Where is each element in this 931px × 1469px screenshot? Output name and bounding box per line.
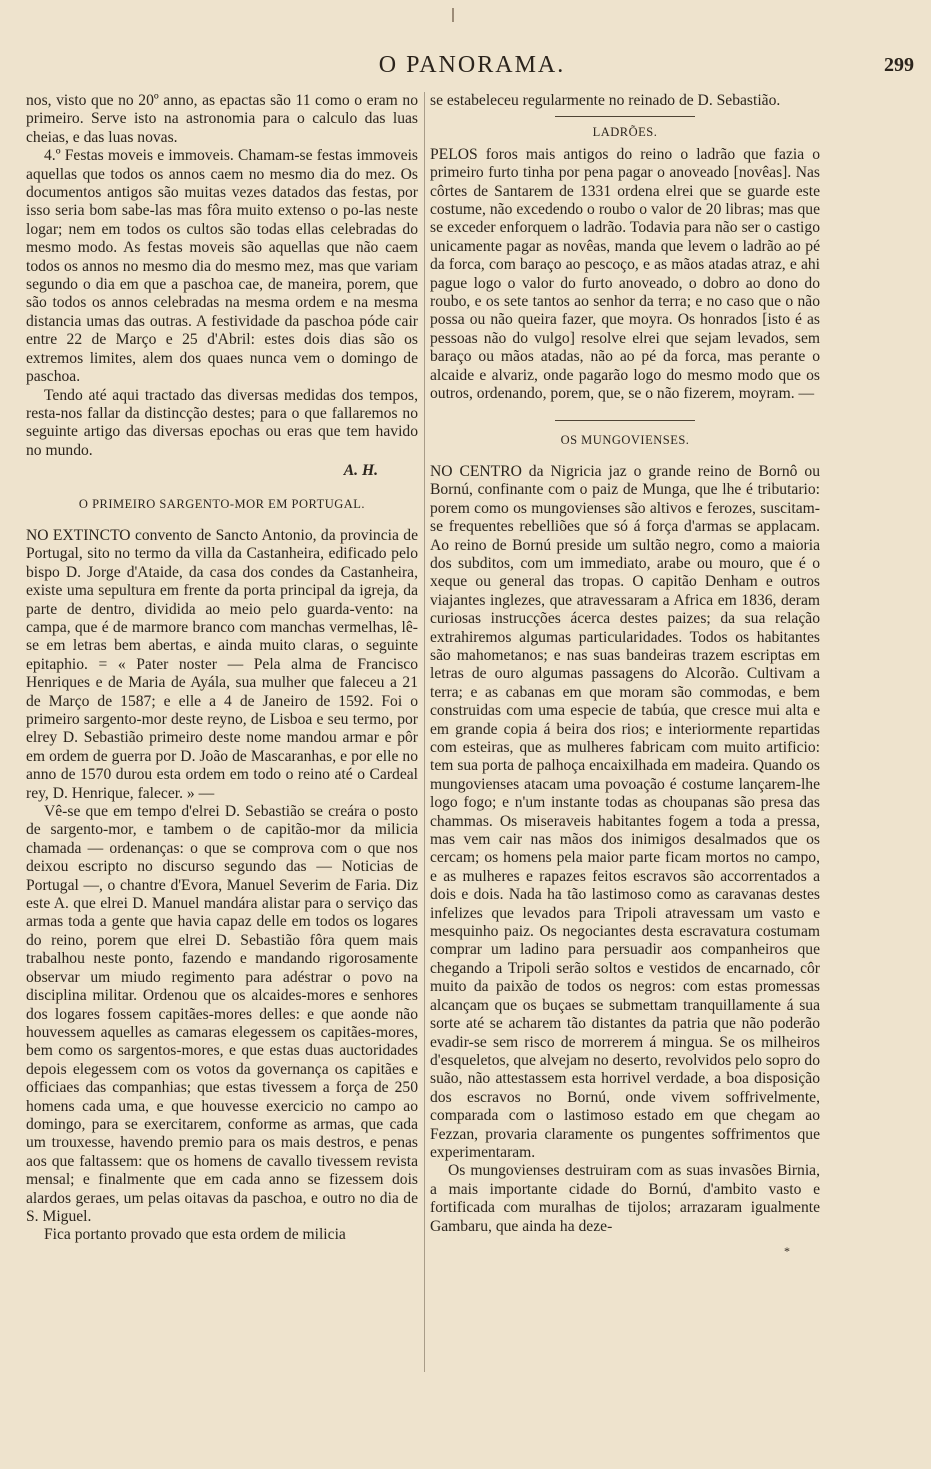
left-column: [26, 92, 418, 1245]
paragraph-epactas: nos, visto que no 20º anno, as epactas são 11 como o eram no primeiro. Serve isto na astronomia para o calculo das luas cheias, e das luas novas.: [26, 92, 418, 146]
right-column: [430, 92, 820, 1260]
section-rule: [555, 420, 695, 421]
paragraph-tempos: Tendo até aqui tractado das diversas medidas dos tempos, resta-nos fallar da distincção destes; para o que fallaremos no seguinte artigo das diversas epochas ou eras que tem havido no mundo.: [26, 386, 418, 459]
paragraph-festas: 4.º Festas moveis e immoveis. Chamam-se festas immoveis aquellas que todos os annos caem no mesmo dia do mez. Os documentos antigos são muitas vezes datados das festas, por isso seria bom sabe-las mas fôra muito extenso o po-las neste logar; nem em todos os cultos são todas ellas celebradas do mesmo modo. As festas moveis são aquellas que não caem todos os annos no mesmo dia do mesmo mez, mas que variam segundo o dia em que a paschoa cae, de maneira, porem, que são todos os annos celebradas na mesma ordem e na mesma distancia umas das outras. A festividade da paschoa póde cair entre 22 de Março e 25 d'Abril: estes dois dias são os extremos limites, alem dos quaes nunca vem o domingo de paschoa.: [26, 147, 418, 386]
column-divider: [424, 92, 425, 1372]
paragraph-ordenancas: Vê-se que em tempo d'elrei D. Sebastião se creára o posto de sargento-mor, e tambem o de capitão-mor da milicia chamada — ordenanças: o que se comprova com o que nos deixou escripto no discurso segundo das — Noticias de Portugal —, o chantre d'Evora, Manuel Severim de Faria. Diz este A. que elrei D. Manuel mandára alistar para o serviço das armas toda a gente que havia capaz delle em todos os logares do reino, porem que elrei D. Sebastião fôra quem mais trabalhou neste ponto, fazendo e mandando rigorosamente observar um miudo regimento para adéstrar o povo na disciplina militar. Ordenou que os alcaides-mores e senhores dos logares fossem capitães-mores delles: e que aonde não houvessem aquelles as camaras elegessem os capitães-mores, bem como os sargentos-mores, e que estas duas auctoridades depois elegessem com os votos da governança os capitães e officiaes das companhias; que estas tivessem a força de 250 homens cada uma, e que houvesse exercicio no campo ao domingo, para se exercitarem, conforme as armas, que cada um trouxesse, havendo premio para os mais destros, e penas aos que faltassem: que os homens de cavallo tivessem revista mensal; e finalmente que em cada anno se fizessem dois alardos geraes, um pelas oitavas da paschoa, e outro no dia de S. Miguel.: [26, 803, 418, 1225]
paragraph-birnia: Os mungovienses destruiram com as suas invasões Birnia, a mais importante cidade do Bornú, d'ambito vasto e fortificada com muralhas de tijolos; arrazaram igualmente Gambaru, que ainda ha deze-: [430, 1162, 820, 1235]
paragraph-sebastiao: se estabeleceu regularmente no reinado de D. Sebastião.: [430, 92, 781, 109]
paragraph-milicia: Fica portanto provado que esta ordem de milicia: [44, 1226, 346, 1244]
paragraph-mungovienses: NO CENTRO da Nigricia jaz o grande reino de Bornô ou Bornú, confinante com o paiz de Munga, que lhe é tributario: porem como os mungovienses são altivos e ferozes, suscitam-se frequentes rebelliões que só á força d'armas se applacam. Ao reino de Bornú preside um sultão negro, como a maioria dos subditos, com um immediato, arabe ou mouro, que é o xeque ou general das tropas. O capitão Denham e outros viajantes inglezes, que atravessaram a Africa em 1836, deram curiosas instrucções ácerca destes paizes; da sua relação extrahiremos algumas particularidades. Todos os habitantes são mahometanos; e nas suas bandeiras trazem escriptas em letras de ouro algumas passagens do Alcorão. Cultivam a terra; e as cabanas em que moram são commodas, e bem construidas com uma especie de tabúa, que cresce mui alta e em grande copia á beira dos rios; e interiormente repartidas com esteiras, que as mulheres fabricam com muito artificio: tem sua porta de palhoça encaixilhada em madeira. Quando os mungovienses atacam uma povoação é costume lançarem-lhe logo fogo; e n'um instante todas as choupanas são presa das chammas. Os miseraveis habitantes fogem a toda a pressa, mas vem cair nas mãos dos inimigos desalmados que os cercam; os homens pela maior parte ficam mortos no campo, e as mulheres e rapazes feitos escravos são accorrentados a dois e dois. Nada ha tão lastimoso como as caravanas destes infelizes que levados para Tripoli atravessam um vasto e mesquinho paiz. Os negociantes desta escravatura costumam comprar um ladino para persuadir aos companheiros que chegando a Tripoli serão soltos e vestidos de encarnado, côr muito da paixão de todos os negros: com estas promessas alcançam que os buçaes se submettam tranquillamente á sua sorte até se acharem tão distantes da patria que não poderão evadir-se sem risco de morrerem á mingua. Se os milheiros d'esqueletos, que alvejam no deserto, revolvidos pelo sopro do suão, não attestassem esta horrivel verdade, a boa disposição dos escravos no Bornú, onde vivem soffrivelmente, comparada com o lastimoso estado em que chegam ao Fezzan, provaria claramente os pungentes soffrimentos que experimentaram.: [430, 462, 820, 1161]
article-heading-ladroes: LADRÕES.: [592, 125, 658, 140]
page-number: 299: [884, 54, 914, 76]
catchword-mark: *: [784, 1243, 790, 1258]
page-header: [24, 52, 920, 84]
article-heading-sargento-mor: O PRIMEIRO SARGENTO-MOR EM PORTUGAL.: [78, 496, 366, 511]
paragraph-ladroes: PELOS foros mais antigos do reino o ladrão que fazia o primeiro furto tinha por pena pagar o anoveado [novêas]. Nas côrtes de Santarem de 1331 ordena elrei que se guarde este costume, não excedendo o roubo o valor de 20 libras; mas que se exceder enforquem o ladrão. Todavia para não ser o castigo unicamente pagar as novêas, manda que levem o ladrão ao pé da forca, com baraço ao pescoço, e as mãos atadas atraz, e ahi pague logo o valor do furto anoveado, o dobro ao dono do roubo, e os sete tantos ao senhor da terra; e no caso que o não possa ou não queira fazer, que moyra. Os honrados [isto é as pessoas não do vulgo] resolve elrei que sejam levados, sem baraço ou mãos atadas, não ao pé da forca, mas perante o alcaide e alvariz, onde pagarão logo do mesmo modo que os outros, ordenando, porem, que, se o não fizerem, moyram. —: [430, 145, 820, 403]
page-edge-mark: [452, 8, 454, 22]
section-rule: [555, 116, 695, 117]
author-signature: A. H.: [343, 462, 378, 480]
article-heading-mungovienses: OS MUNGOVIENSES.: [560, 432, 690, 447]
publication-title: O PANORAMA.: [378, 52, 566, 78]
paragraph-epitaphio: NO EXTINCTO convento de Sancto Antonio, da provincia de Portugal, sito no termo da villa da Castanheira, edificado pelo bispo D. Jorge d'Ataide, da casa dos condes da Castanheira, existe uma sepultura em frente da porta principal da igreja, da parte de dentro, dividida ao meio pelo guarda-vento: na campa, que é de marmore branco com manchas vermelhas, lê-se em letras bem abertas, e ainda muito claras, o seguinte epitaphio. = « Pater noster — Pela alma de Francisco Henriques e de Maria de Ayála, sua mulher que faleceu a 21 de Março de 1587; e elle a 4 de Janeiro de 1592. Foi o primeiro sargento-mor deste reyno, de Lisboa e seu termo, por elrey D. Sebastião primeiro deste nome mandou armar e pôr em ordem de guerra por D. João de Mascaranhas, e por elle no anno de 1570 durou esta ordem em todo o reino até o Cardeal rey, D. Henrique, falecer. » —: [26, 526, 418, 802]
